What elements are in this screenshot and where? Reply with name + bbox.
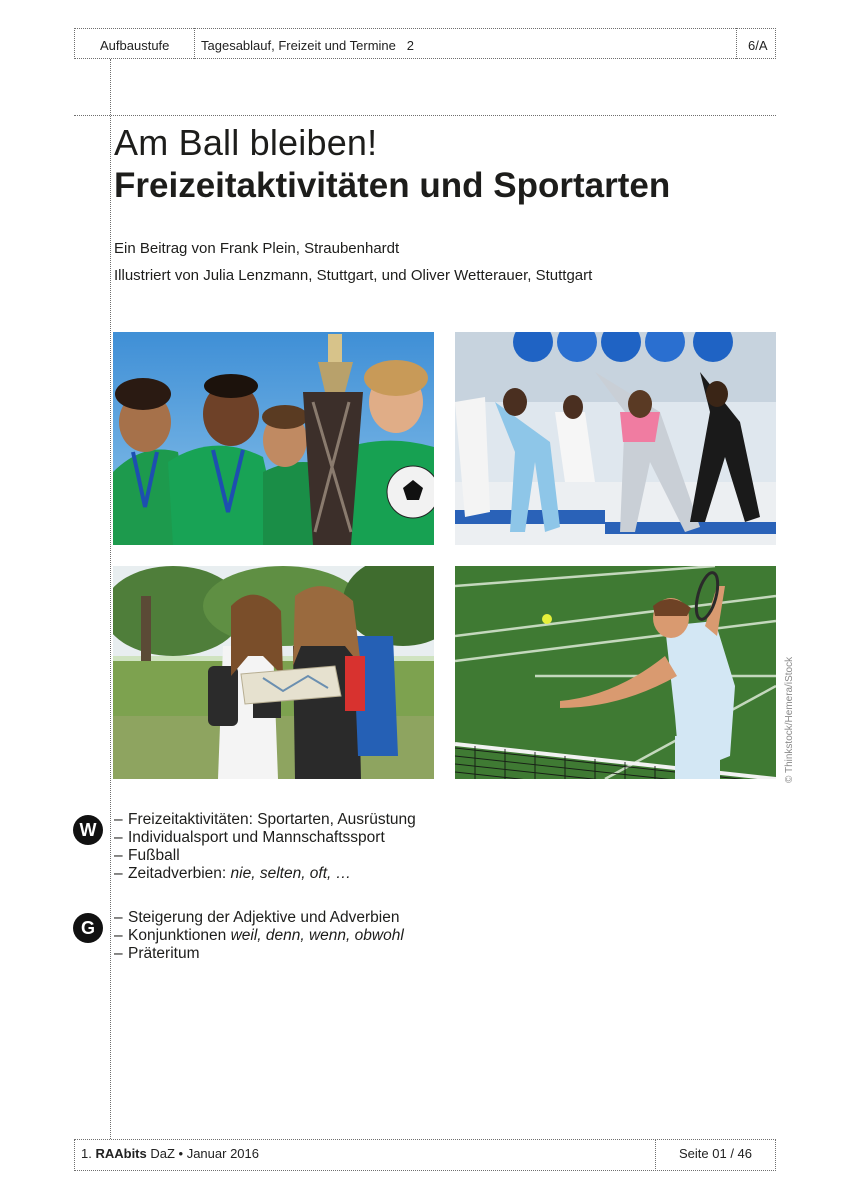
w-topic-item: – Freizeitaktivitäten: Sportarten, Ausrüstung bbox=[114, 811, 416, 828]
photo-hikers-map-graphic bbox=[113, 566, 434, 779]
g-topic-item: – Präteritum bbox=[114, 945, 200, 962]
w-topic-item: – Individualsport und Mannschaftssport bbox=[114, 829, 385, 846]
footer-brand: RAAbits bbox=[95, 1146, 147, 1161]
margin-guide-vertical bbox=[110, 59, 111, 1139]
g-topic-item: – Steigerung der Adjektive und Adverbien bbox=[114, 909, 400, 926]
footer-right-edge bbox=[775, 1139, 776, 1171]
g-topic-item: – Konjunktionen weil, denn, wenn, obwohl bbox=[114, 927, 404, 944]
header-right-edge bbox=[775, 28, 776, 59]
header-topic-number: 2 bbox=[406, 38, 414, 53]
g-badge-icon: G bbox=[73, 913, 103, 943]
header-divider-2 bbox=[736, 28, 737, 59]
illustrator-credit: Illustriert von Julia Lenzmann, Stuttgart, und Oliver Wetterauer, Stuttgart bbox=[114, 267, 593, 284]
w-topic-item: – Zeitadverbien: nie, selten, oft, … bbox=[114, 865, 352, 882]
header-left-edge bbox=[74, 28, 75, 59]
photo-tennis-player bbox=[455, 566, 776, 779]
photo-aerobics-class bbox=[455, 332, 776, 545]
footer-left-edge bbox=[74, 1139, 75, 1171]
w-topic-list bbox=[114, 811, 416, 883]
photo-copyright: © Thinkstock/Hemera/iStock bbox=[784, 656, 795, 783]
w-topic-item: – Fußball bbox=[114, 847, 180, 864]
footer-issue: 1. RAAbits DaZ • Januar 2016 bbox=[81, 1146, 259, 1161]
g-topic-list bbox=[114, 909, 404, 963]
footer-divider bbox=[655, 1139, 656, 1171]
footer-top-rule bbox=[74, 1139, 776, 1140]
photo-football-team bbox=[113, 332, 434, 545]
header-code: 6/A bbox=[748, 38, 768, 53]
header-bottom-rule bbox=[74, 58, 776, 59]
photo-tennis-player-graphic bbox=[455, 566, 776, 779]
content-top-rule bbox=[74, 115, 776, 116]
page-title: Am Ball bleiben! bbox=[114, 122, 378, 163]
header-topic-text: Tagesablauf, Freizeit und Termine bbox=[201, 38, 396, 53]
w-badge-icon: W bbox=[73, 815, 103, 845]
photo-hikers-map bbox=[113, 566, 434, 779]
photo-aerobics-class-graphic bbox=[455, 332, 776, 545]
footer-bottom-rule bbox=[74, 1170, 776, 1171]
header-level: Aufbaustufe bbox=[100, 38, 170, 53]
footer-page-number: Seite 01 / 46 bbox=[679, 1146, 752, 1161]
header-divider-1 bbox=[194, 28, 195, 59]
page-subtitle: Freizeitaktivitäten und Sportarten bbox=[114, 166, 671, 205]
header-top-rule bbox=[74, 28, 776, 29]
header-topic bbox=[201, 38, 414, 53]
author-credit: Ein Beitrag von Frank Plein, Straubenhardt bbox=[114, 240, 400, 257]
footer-date: Januar 2016 bbox=[186, 1146, 259, 1161]
photo-football-team-graphic bbox=[113, 332, 434, 545]
